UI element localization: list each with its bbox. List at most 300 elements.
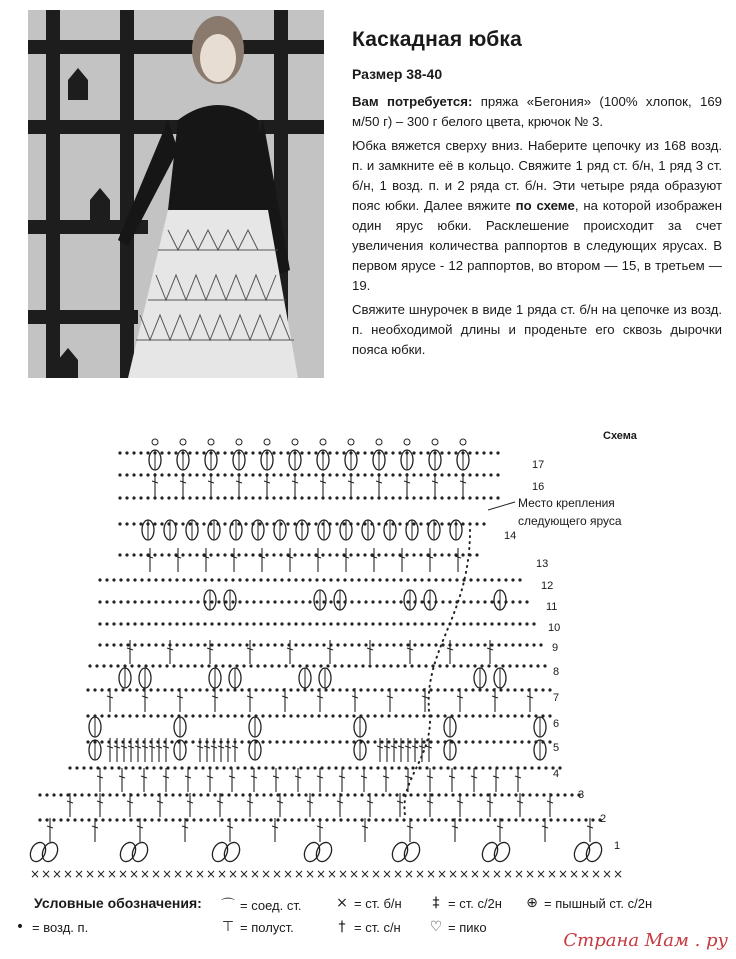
chain-dot — [259, 578, 262, 581]
chain-dot — [223, 473, 226, 476]
chain-dot — [258, 522, 261, 525]
chain-dot — [535, 793, 538, 796]
chain-dot — [126, 643, 129, 646]
chain-dot — [502, 766, 505, 769]
chain-dot — [221, 664, 224, 667]
chain-dot — [231, 578, 234, 581]
chain-dot — [230, 473, 233, 476]
chain-dot — [152, 766, 155, 769]
chain-dot — [273, 578, 276, 581]
legend-item — [220, 895, 301, 915]
chain-dot — [489, 451, 492, 454]
chain-dot — [258, 496, 261, 499]
chain-dot — [520, 688, 523, 691]
chain-dot — [459, 664, 462, 667]
chain-dot — [252, 622, 255, 625]
legend-item — [334, 895, 402, 911]
chain-dot — [384, 553, 387, 556]
chain-dot — [195, 451, 198, 454]
chain-dot — [440, 553, 443, 556]
chain-dot — [294, 622, 297, 625]
chain-dot — [212, 714, 215, 717]
chain-dot — [419, 473, 422, 476]
chain-dot — [322, 643, 325, 646]
chain-dot — [265, 553, 268, 556]
chain-dot — [241, 818, 244, 821]
chain-dot — [513, 688, 516, 691]
chain-dot — [528, 793, 531, 796]
chain-dot — [292, 766, 295, 769]
chain-dot — [314, 473, 317, 476]
chain-dot — [422, 714, 425, 717]
chain-dot — [200, 664, 203, 667]
chain-dot — [440, 473, 443, 476]
chain-dot — [139, 451, 142, 454]
chain-dot — [290, 818, 293, 821]
chain-dot — [514, 793, 517, 796]
legend-item — [524, 895, 652, 911]
chain-dot — [279, 496, 282, 499]
chain-dot — [355, 766, 358, 769]
chain-dot — [206, 793, 209, 796]
attachment-note-line1: Место крепления — [518, 496, 615, 510]
chain-dot — [335, 522, 338, 525]
legend-item — [428, 895, 502, 911]
chain-dot — [195, 473, 198, 476]
chain-dot — [460, 766, 463, 769]
chain-dot — [326, 664, 329, 667]
chain-dot — [466, 664, 469, 667]
chain-dot — [489, 473, 492, 476]
chain-dot — [80, 818, 83, 821]
chain-dot — [490, 578, 493, 581]
chain-dot — [252, 600, 255, 603]
chain-dot — [161, 643, 164, 646]
chain-dot — [472, 793, 475, 796]
chain-dot — [215, 766, 218, 769]
chain-dot — [342, 451, 345, 454]
chain-dot — [52, 793, 55, 796]
chain-dot — [485, 688, 488, 691]
chain-dot — [485, 714, 488, 717]
chain-dot — [294, 600, 297, 603]
chain-dot — [406, 578, 409, 581]
chain-dot — [290, 793, 293, 796]
chain-dot — [336, 600, 339, 603]
chain-dot — [570, 793, 573, 796]
single-crochet-mark: × — [74, 867, 85, 881]
chain-dot — [167, 496, 170, 499]
chain-dot — [297, 818, 300, 821]
chain-dot — [493, 818, 496, 821]
chain-dot — [248, 818, 251, 821]
chain-dot — [490, 622, 493, 625]
chain-dot — [98, 622, 101, 625]
chain-dot — [209, 553, 212, 556]
chain-dot — [140, 622, 143, 625]
single-crochet-mark: × — [459, 867, 470, 881]
chain-dot — [189, 622, 192, 625]
chain-dot — [164, 818, 167, 821]
row-number: 11 — [546, 601, 558, 613]
chain-dot — [378, 643, 381, 646]
chain-dot — [300, 451, 303, 454]
chain-dot — [395, 793, 398, 796]
chain-dot — [412, 451, 415, 454]
chain-dot — [199, 818, 202, 821]
single-crochet-mark: × — [404, 867, 415, 881]
chain-dot — [388, 818, 391, 821]
chain-dot — [570, 818, 573, 821]
chain-dot — [140, 600, 143, 603]
chain-dot — [189, 578, 192, 581]
chain-dot — [220, 818, 223, 821]
chain-dot — [434, 622, 437, 625]
chain-dot — [364, 578, 367, 581]
chain-dot — [417, 664, 420, 667]
chain-dot — [140, 578, 143, 581]
single-crochet-mark: × — [415, 867, 426, 881]
chain-dot — [465, 818, 468, 821]
chain-dot — [282, 714, 285, 717]
chain-dot — [437, 818, 440, 821]
chain-dot — [403, 664, 406, 667]
chain-dot — [364, 622, 367, 625]
chain-dot — [447, 451, 450, 454]
row-number: 4 — [553, 768, 560, 780]
chain-dot — [455, 578, 458, 581]
chain-dot — [216, 553, 219, 556]
chain-dot — [174, 473, 177, 476]
chain-dot — [125, 473, 128, 476]
chain-dot — [469, 643, 472, 646]
chain-dot — [119, 578, 122, 581]
single-crochet-mark: × — [107, 867, 118, 881]
chain-dot — [100, 688, 103, 691]
chain-dot — [210, 578, 213, 581]
chain-dot — [128, 714, 131, 717]
chain-dot — [223, 496, 226, 499]
chain-dot — [441, 643, 444, 646]
chain-dot — [165, 664, 168, 667]
chain-dot — [472, 818, 475, 821]
chain-dot — [226, 688, 229, 691]
chain-dot — [181, 522, 184, 525]
chain-dot — [108, 818, 111, 821]
chain-dot — [175, 578, 178, 581]
chain-dot — [350, 600, 353, 603]
chain-dot — [436, 714, 439, 717]
chain-dot — [88, 664, 91, 667]
chain-dot — [230, 451, 233, 454]
chain-dot — [287, 578, 290, 581]
picot — [432, 439, 438, 445]
chain-dot — [415, 714, 418, 717]
chain-dot — [73, 793, 76, 796]
chain-dot — [324, 740, 327, 743]
chain-dot — [202, 473, 205, 476]
chain-dot — [251, 451, 254, 454]
chain-dot — [476, 643, 479, 646]
chain-dot — [473, 664, 476, 667]
chain-dot — [103, 766, 106, 769]
chain-dot — [342, 496, 345, 499]
chain-dot — [464, 740, 467, 743]
chain-dot — [178, 793, 181, 796]
chain-dot — [335, 451, 338, 454]
chain-dot — [105, 578, 108, 581]
chain-dot — [366, 714, 369, 717]
row-number: 5 — [553, 742, 560, 754]
chain-dot — [210, 643, 213, 646]
legend-text: = пышный ст. с/2н — [544, 895, 653, 911]
chain-dot — [392, 600, 395, 603]
chain-dot — [328, 496, 331, 499]
chain-dot — [381, 818, 384, 821]
chain-dot — [543, 664, 546, 667]
chain-dot — [520, 714, 523, 717]
chain-dot — [409, 793, 412, 796]
chain-dot — [356, 553, 359, 556]
chain-dot — [266, 600, 269, 603]
chain-dot — [112, 643, 115, 646]
chain-dot — [518, 600, 521, 603]
chain-dot — [406, 600, 409, 603]
chain-dot — [86, 688, 89, 691]
chain-dot — [121, 714, 124, 717]
chain-dot — [527, 714, 530, 717]
single-crochet-icon: × — [336, 895, 348, 911]
chain-dot — [259, 622, 262, 625]
chain-dot — [101, 818, 104, 821]
chain-dot — [252, 643, 255, 646]
chain-dot — [118, 553, 121, 556]
chain-dot — [521, 818, 524, 821]
chain-dot — [153, 553, 156, 556]
chain-dot — [338, 714, 341, 717]
picot — [264, 439, 270, 445]
chain-dot — [105, 622, 108, 625]
chain-dot — [375, 664, 378, 667]
chain-dot — [377, 522, 380, 525]
chain-dot — [443, 714, 446, 717]
chain-dot — [144, 664, 147, 667]
chain-dot — [471, 714, 474, 717]
chain-dot — [333, 664, 336, 667]
chain-dot — [532, 643, 535, 646]
chain-dot — [160, 553, 163, 556]
chain-dot — [506, 714, 509, 717]
chain-dot — [419, 451, 422, 454]
chain-dot — [392, 622, 395, 625]
chain-dot — [275, 688, 278, 691]
chain-dot — [280, 622, 283, 625]
chain-dot — [520, 740, 523, 743]
chain-dot — [388, 793, 391, 796]
chain-dot — [426, 473, 429, 476]
chain-dot — [126, 578, 129, 581]
materials-paragraph — [352, 92, 722, 132]
single-crochet-mark: × — [228, 867, 239, 881]
chain-dot — [300, 496, 303, 499]
chain-dot — [154, 578, 157, 581]
chain-dot — [335, 553, 338, 556]
chain-dot — [213, 793, 216, 796]
chain-dot — [441, 600, 444, 603]
chain-dot — [230, 496, 233, 499]
chain-dot — [223, 522, 226, 525]
chain-dot — [458, 818, 461, 821]
chain-dot — [468, 496, 471, 499]
chain-dot — [196, 578, 199, 581]
chain-dot — [381, 793, 384, 796]
chain-dot — [392, 643, 395, 646]
chain-dot — [171, 818, 174, 821]
chain-dot — [191, 688, 194, 691]
chain-dot — [273, 622, 276, 625]
chain-dot — [370, 496, 373, 499]
instructions-bold: по схеме — [515, 198, 575, 213]
single-crochet-mark: × — [217, 867, 228, 881]
chain-dot — [178, 818, 181, 821]
chain-dot — [343, 578, 346, 581]
chain-dot — [537, 766, 540, 769]
chain-dot — [234, 818, 237, 821]
chain-dot — [227, 793, 230, 796]
chain-dot — [371, 600, 374, 603]
chain-dot — [268, 714, 271, 717]
chain-dot — [304, 818, 307, 821]
chain-dot — [86, 714, 89, 717]
single-crochet-mark: × — [305, 867, 316, 881]
chain-dot — [363, 553, 366, 556]
chain-dot — [318, 793, 321, 796]
chain-dot — [363, 496, 366, 499]
single-crochet-mark: × — [294, 867, 305, 881]
chain-dot — [430, 793, 433, 796]
chain-dot — [268, 688, 271, 691]
single-crochet-mark: × — [184, 867, 195, 881]
chain-dot — [591, 818, 594, 821]
single-crochet-mark: × — [151, 867, 162, 881]
chain-dot — [245, 578, 248, 581]
chain-dot — [329, 578, 332, 581]
picot — [208, 439, 214, 445]
chain-dot — [191, 714, 194, 717]
chain-dot — [86, 740, 89, 743]
chain-dot — [427, 578, 430, 581]
row-number: 2 — [600, 813, 607, 825]
chain-dot — [455, 643, 458, 646]
chain-dot — [203, 643, 206, 646]
attachment-path — [404, 530, 470, 815]
chain-dot — [486, 793, 489, 796]
article-text — [352, 28, 722, 364]
single-crochet-mark: × — [448, 867, 459, 881]
chain-dot — [175, 622, 178, 625]
chain-dot — [356, 522, 359, 525]
chain-dot — [193, 664, 196, 667]
chain-dot — [146, 473, 149, 476]
chain-dot — [504, 622, 507, 625]
chain-dot — [68, 766, 71, 769]
chain-dot — [357, 578, 360, 581]
chain-dot — [480, 664, 483, 667]
chain-dot — [345, 740, 348, 743]
chain-dot — [380, 740, 383, 743]
cord-paragraph: Свяжите шнурочек в виде 1 ряда ст. б/н на цепочке из возд. п. необходимой длины и проденьте его сквозь дырочки пояса юбки. — [352, 302, 722, 357]
treble-crochet-icon: ‡ — [432, 895, 440, 911]
chain-dot — [416, 793, 419, 796]
chain-dot — [133, 643, 136, 646]
chain-dot — [108, 793, 111, 796]
chain-dot — [357, 643, 360, 646]
chain-dot — [311, 793, 314, 796]
chain-dot — [412, 473, 415, 476]
chain-dot — [314, 496, 317, 499]
chain-dot — [479, 793, 482, 796]
chain-dot — [450, 688, 453, 691]
chain-dot — [121, 688, 124, 691]
chain-dot — [202, 451, 205, 454]
chain-dot — [385, 643, 388, 646]
chain-dot — [461, 553, 464, 556]
chain-dot — [66, 793, 69, 796]
chain-dot — [391, 473, 394, 476]
chain-dot — [532, 622, 535, 625]
chain-dot — [371, 643, 374, 646]
chain-dot — [483, 643, 486, 646]
chain-dot — [488, 766, 491, 769]
chain-dot — [419, 522, 422, 525]
chain-dot — [244, 496, 247, 499]
single-crochet-mark: × — [558, 867, 569, 881]
row-number: 17 — [532, 459, 545, 471]
chain-dot — [416, 818, 419, 821]
chain-dot — [301, 578, 304, 581]
row-number: 14 — [504, 530, 517, 542]
chain-dot — [314, 522, 317, 525]
row-number: 7 — [553, 692, 560, 704]
chain-dot — [280, 578, 283, 581]
chain-dot — [518, 622, 521, 625]
single-crochet-mark: × — [514, 867, 525, 881]
chain-dot — [293, 553, 296, 556]
chain-dot — [343, 643, 346, 646]
chain-dot — [122, 818, 125, 821]
chain-dot — [436, 688, 439, 691]
chain-dot — [125, 553, 128, 556]
chain-dot — [360, 793, 363, 796]
chain-dot — [236, 766, 239, 769]
chain-dot — [192, 818, 195, 821]
chain-dot — [247, 714, 250, 717]
chain-dot — [195, 553, 198, 556]
chain-dot — [506, 740, 509, 743]
chain-dot — [469, 578, 472, 581]
chain-dot — [348, 766, 351, 769]
chain-dot — [154, 600, 157, 603]
chain-dot — [312, 664, 315, 667]
chain-dot — [474, 766, 477, 769]
slip-stitch-icon: ⌒ — [221, 898, 235, 914]
chain-dot — [342, 522, 345, 525]
chain-dot — [270, 664, 273, 667]
chain-dot — [299, 766, 302, 769]
chain-dot — [518, 578, 521, 581]
chain-dot — [303, 714, 306, 717]
chain-dot — [132, 451, 135, 454]
